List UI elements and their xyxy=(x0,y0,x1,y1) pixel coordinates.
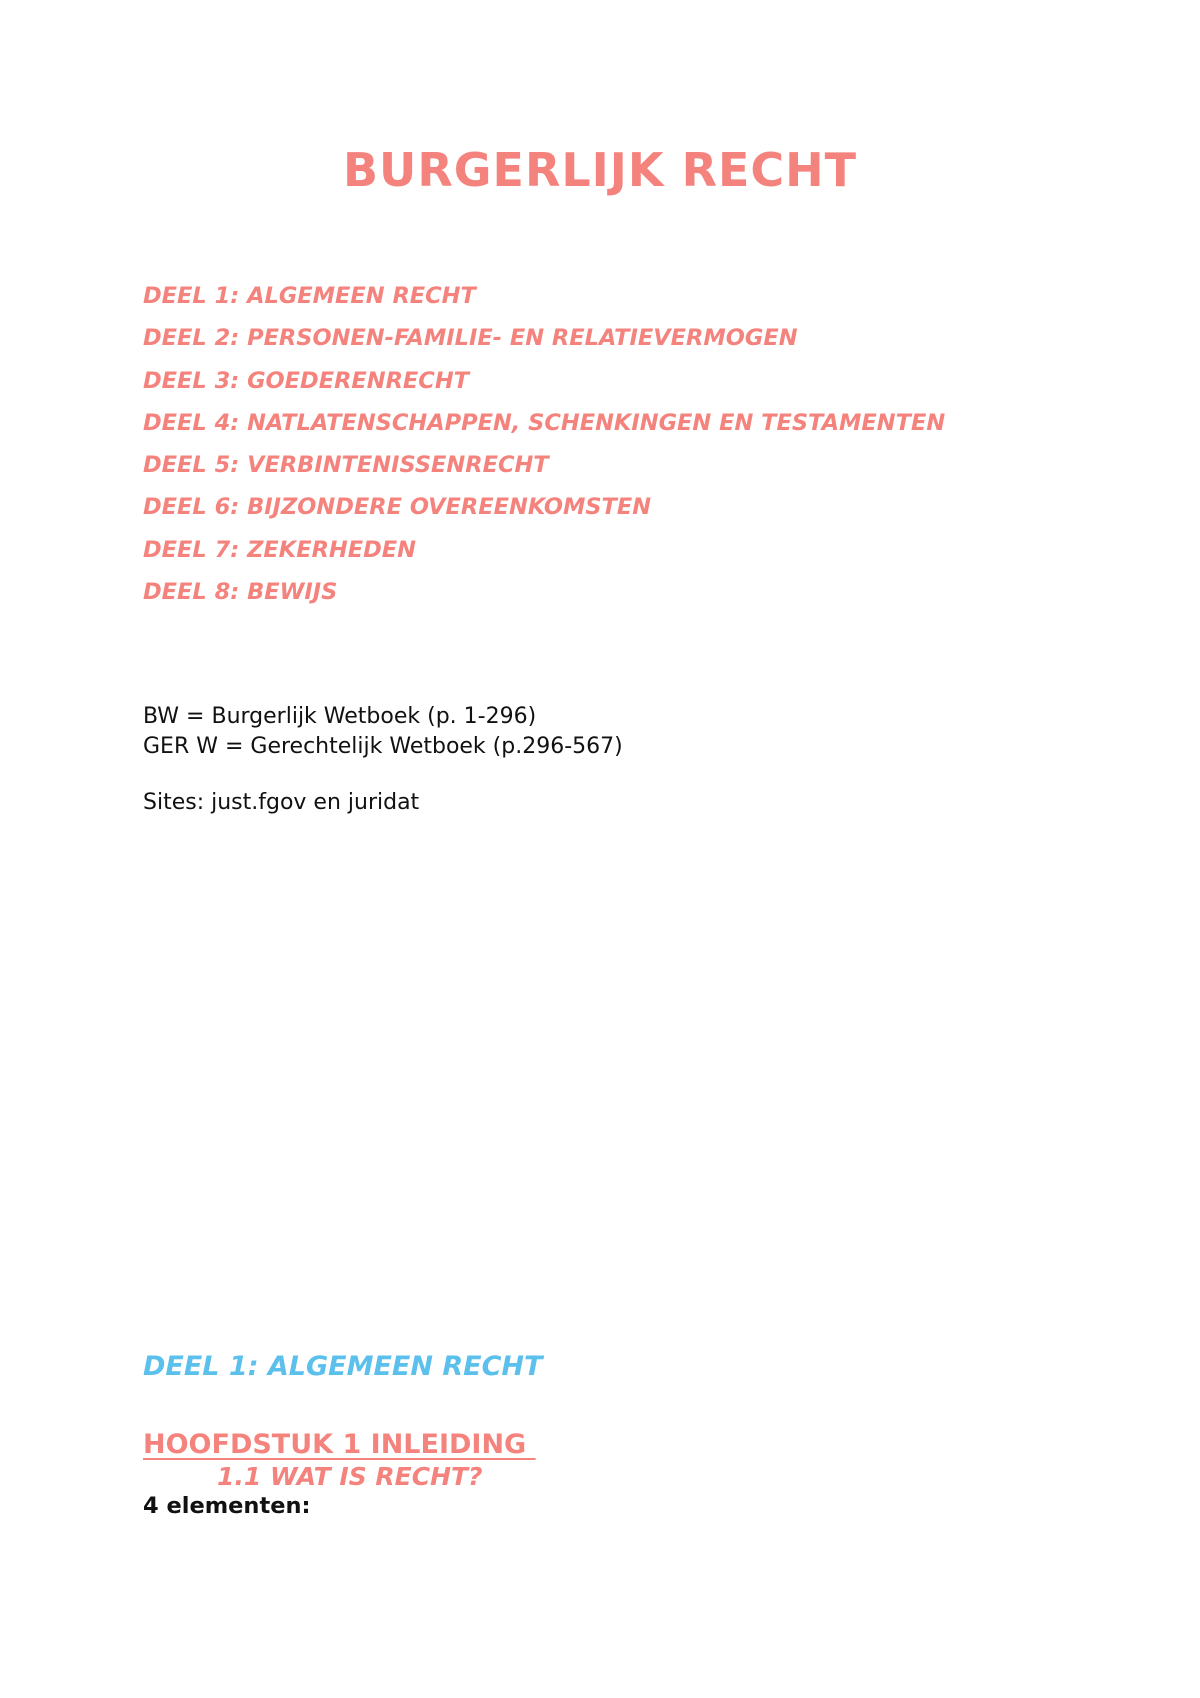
toc-item: DEEL 5: VERBINTENISSENRECHT xyxy=(143,452,549,479)
section-heading: DEEL 1: ALGEMEEN RECHT xyxy=(143,1351,543,1382)
abbreviation-ger-w: GER W = Gerechtelijk Wetboek (p.296-567) xyxy=(143,734,623,759)
sub-heading: 1.1 WAT IS RECHT? xyxy=(217,1462,483,1491)
toc-item: DEEL 1: ALGEMEEN RECHT xyxy=(143,283,476,309)
table-of-contents xyxy=(143,275,945,613)
document-title: BURGERLIJK RECHT xyxy=(342,143,858,197)
toc-item: DEEL 6: BIJZONDERE OVEREENKOMSTEN xyxy=(143,494,652,521)
toc-item: DEEL 2: PERSONEN-FAMILIE- EN RELATIEVERMOGEN xyxy=(143,325,798,352)
sites-line: Sites: just.fgov en juridat xyxy=(143,790,420,815)
toc-item: DEEL 8: BEWIJS xyxy=(143,579,338,606)
toc-item: DEEL 3: GOEDERENRECHT xyxy=(143,367,469,394)
toc-item: DEEL 7: ZEKERHEDEN xyxy=(143,536,416,563)
toc-item: DEEL 4: NATLATENSCHAPPEN, SCHENKINGEN EN TESTAMENTEN xyxy=(143,409,946,436)
abbreviation-bw: BW = Burgerlijk Wetboek (p. 1-296) xyxy=(143,704,537,729)
elements-label: 4 elementen: xyxy=(143,1493,311,1519)
chapter-heading: HOOFDSTUK 1 INLEIDING xyxy=(143,1429,536,1460)
